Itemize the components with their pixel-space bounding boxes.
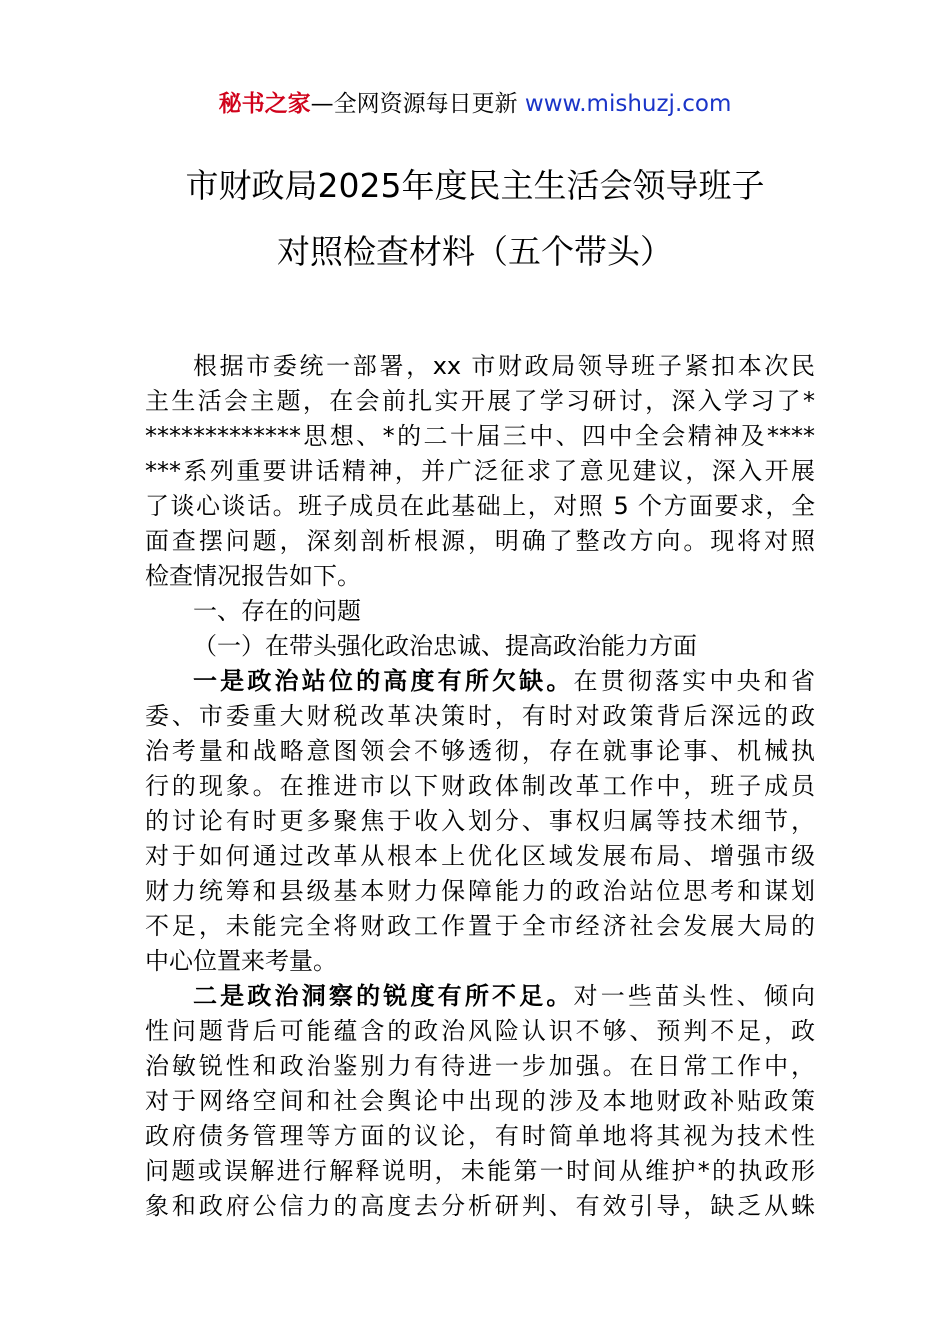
point-2-line: 对于网络空间和社会舆论中出现的涉及本地财政补贴政策	[145, 1087, 815, 1115]
intro-line: 主生活会主题，在会前扎实开展了学习研讨，深入学习了*	[145, 387, 815, 415]
document-title-line-2: 对照检查材料（五个带头）	[277, 232, 673, 271]
point-2-first-line	[145, 979, 815, 1013]
point-1-line: 财力统筹和县级基本财力保障能力的政治站位思考和谋划	[145, 877, 815, 905]
point-2-line: 政府债务管理等方面的议论，有时简单地将其视为技术性	[145, 1122, 815, 1150]
intro-line: 面查摆问题，深刻剖析根源，明确了整改方向。现将对照	[145, 527, 815, 555]
point-2-line: 问题或误解进行解释说明，未能第一时间从维护*的执政形	[145, 1157, 815, 1185]
point-1-line: 委、市委重大财税改革决策时，有时对政策背后深远的政	[145, 702, 815, 730]
point-2-text: 对一些苗头性、倾向	[573, 982, 816, 1010]
subsection-heading: （一）在带头强化政治忠诚、提高政治能力方面	[193, 632, 697, 660]
point-1-line: 中心位置来考量。	[145, 947, 337, 975]
point-2-line: 象和政府公信力的高度去分析研判、有效引导，缺乏从蛛	[145, 1192, 815, 1220]
section-heading: 一、存在的问题	[193, 597, 361, 625]
point-2-line: 治敏锐性和政治鉴别力有待进一步加强。在日常工作中，	[145, 1052, 815, 1080]
site-header	[0, 86, 950, 122]
point-1-line: 行的现象。在推进市以下财政体制改革工作中，班子成员	[145, 772, 815, 800]
point-1-text: 在贯彻落实中央和省	[573, 667, 816, 695]
point-1-heading: 一是政治站位的高度有所欠缺。	[193, 667, 574, 695]
point-2-heading: 二是政治洞察的锐度有所不足。	[193, 982, 574, 1010]
site-tagline: —全网资源每日更新	[310, 91, 525, 117]
intro-line: ***系列重要讲话精神，并广泛征求了意见建议，深入开展	[145, 457, 815, 485]
intro-line: 了谈心谈话。班子成员在此基础上，对照 5 个方面要求，全	[145, 492, 815, 520]
point-1-line: 不足，未能完全将财政工作置于全市经济社会发展大局的	[145, 912, 815, 940]
intro-line: 检查情况报告如下。	[145, 562, 361, 590]
site-url-link[interactable]: www.mishuzj.com	[524, 91, 732, 117]
document-title-line-1: 市财政局2025年度民主生活会领导班子	[185, 166, 765, 205]
point-1-line: 的讨论有时更多聚焦于收入划分、事权归属等技术细节，	[145, 807, 815, 835]
intro-line: 根据市委统一部署，xx 市财政局领导班子紧扣本次民	[193, 352, 815, 380]
point-1-first-line	[145, 664, 815, 698]
point-1-line: 治考量和战略意图领会不够透彻，存在就事论事、机械执	[145, 737, 815, 765]
point-2-line: 性问题背后可能蕴含的政治风险认识不够、预判不足，政	[145, 1017, 815, 1045]
site-brand: 秘书之家	[218, 91, 311, 117]
point-1-line: 对于如何通过改革从根本上优化区域发展布局、增强市级	[145, 842, 815, 870]
intro-line: *************思想、*的二十届三中、四中全会精神及****	[145, 422, 815, 450]
